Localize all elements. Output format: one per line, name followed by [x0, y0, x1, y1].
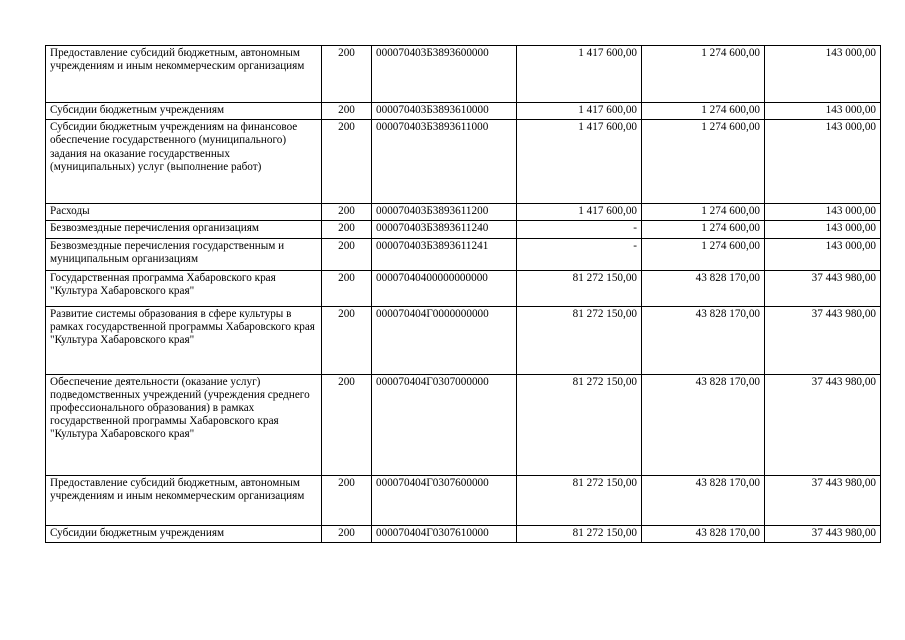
row-csr-cell: 00007040400000000000 — [372, 270, 517, 306]
row-name-cell: Субсидии бюджетным учреждениям — [46, 525, 322, 542]
table-row — [46, 374, 881, 475]
row-code-cell: 200 — [322, 221, 372, 238]
row-name-cell: Развитие системы образования в сфере культуры в рамках государственной программы Хабаровского края "Культура Хабаровского края" — [46, 306, 322, 374]
row-amount3-cell: 37 443 980,00 — [765, 306, 881, 374]
row-amount2-cell: 1 274 600,00 — [642, 103, 765, 120]
row-amount1-cell: 81 272 150,00 — [517, 525, 642, 542]
row-code-cell: 200 — [322, 46, 372, 103]
row-amount2-cell: 43 828 170,00 — [642, 374, 765, 475]
row-amount1-cell: 1 417 600,00 — [517, 103, 642, 120]
row-amount3-cell: 143 000,00 — [765, 204, 881, 221]
row-code-cell: 200 — [322, 270, 372, 306]
table-row — [46, 103, 881, 120]
row-code-cell: 200 — [322, 238, 372, 270]
row-csr-cell: 000070404Г0307000000 — [372, 374, 517, 475]
row-csr-cell: 000070404Г0000000000 — [372, 306, 517, 374]
row-csr-cell: 000070404Г0307610000 — [372, 525, 517, 542]
row-amount3-cell: 37 443 980,00 — [765, 374, 881, 475]
row-amount2-cell: 43 828 170,00 — [642, 270, 765, 306]
row-amount2-cell: 1 274 600,00 — [642, 221, 765, 238]
row-amount2-cell: 43 828 170,00 — [642, 525, 765, 542]
row-amount3-cell: 37 443 980,00 — [765, 525, 881, 542]
row-amount3-cell: 143 000,00 — [765, 120, 881, 204]
table-row — [46, 525, 881, 542]
budget-table — [45, 45, 881, 543]
row-csr-cell: 000070403Б3893611200 — [372, 204, 517, 221]
row-amount1-cell: 81 272 150,00 — [517, 475, 642, 525]
row-name-cell: Субсидии бюджетным учреждениям на финансовое обеспечение государственного (муниципального) задания на оказание государственных (муниципальных) услуг (выполнение работ) — [46, 120, 322, 204]
row-name-cell: Предоставление субсидий бюджетным, автономным учреждениям и иным некоммерческим организациям — [46, 475, 322, 525]
row-amount2-cell: 1 274 600,00 — [642, 46, 765, 103]
row-amount3-cell: 143 000,00 — [765, 46, 881, 103]
row-amount3-cell: 143 000,00 — [765, 238, 881, 270]
row-name-cell: Государственная программа Хабаровского края "Культура Хабаровского края" — [46, 270, 322, 306]
row-csr-cell: 000070403Б3893611000 — [372, 120, 517, 204]
row-amount3-cell: 143 000,00 — [765, 221, 881, 238]
row-amount2-cell: 43 828 170,00 — [642, 306, 765, 374]
row-code-cell: 200 — [322, 374, 372, 475]
row-amount2-cell: 43 828 170,00 — [642, 475, 765, 525]
row-amount1-cell: 81 272 150,00 — [517, 270, 642, 306]
row-amount1-cell: 81 272 150,00 — [517, 306, 642, 374]
table-row — [46, 306, 881, 374]
row-code-cell: 200 — [322, 120, 372, 204]
row-amount3-cell: 37 443 980,00 — [765, 270, 881, 306]
table-row — [46, 238, 881, 270]
table-row — [46, 120, 881, 204]
row-name-cell: Обеспечение деятельности (оказание услуг) подведомственных учреждений (учреждения среднего профессионального образования) в рамках государственной программы Хабаровского края "Культура Хабаровского края" — [46, 374, 322, 475]
row-amount3-cell: 37 443 980,00 — [765, 475, 881, 525]
row-amount1-cell: 1 417 600,00 — [517, 120, 642, 204]
row-code-cell: 200 — [322, 525, 372, 542]
row-csr-cell: 000070403Б3893600000 — [372, 46, 517, 103]
table-row — [46, 475, 881, 525]
row-csr-cell: 000070403Б3893611241 — [372, 238, 517, 270]
row-amount2-cell: 1 274 600,00 — [642, 204, 765, 221]
row-code-cell: 200 — [322, 204, 372, 221]
row-csr-cell: 000070403Б3893610000 — [372, 103, 517, 120]
budget-table-body — [46, 46, 881, 543]
row-name-cell: Расходы — [46, 204, 322, 221]
table-row — [46, 221, 881, 238]
table-row — [46, 270, 881, 306]
row-code-cell: 200 — [322, 475, 372, 525]
row-code-cell: 200 — [322, 103, 372, 120]
row-name-cell: Безвозмездные перечисления государственным и муниципальным организациям — [46, 238, 322, 270]
row-code-cell: 200 — [322, 306, 372, 374]
row-csr-cell: 000070403Б3893611240 — [372, 221, 517, 238]
row-name-cell: Предоставление субсидий бюджетным, автономным учреждениям и иным некоммерческим организациям — [46, 46, 322, 103]
row-amount2-cell: 1 274 600,00 — [642, 120, 765, 204]
row-amount2-cell: 1 274 600,00 — [642, 238, 765, 270]
row-amount1-cell: 1 417 600,00 — [517, 204, 642, 221]
row-amount3-cell: 143 000,00 — [765, 103, 881, 120]
table-row — [46, 46, 881, 103]
row-name-cell: Безвозмездные перечисления организациям — [46, 221, 322, 238]
row-csr-cell: 000070404Г0307600000 — [372, 475, 517, 525]
row-amount1-cell: - — [517, 221, 642, 238]
row-name-cell: Субсидии бюджетным учреждениям — [46, 103, 322, 120]
table-row — [46, 204, 881, 221]
row-amount1-cell: - — [517, 238, 642, 270]
row-amount1-cell: 81 272 150,00 — [517, 374, 642, 475]
row-amount1-cell: 1 417 600,00 — [517, 46, 642, 103]
